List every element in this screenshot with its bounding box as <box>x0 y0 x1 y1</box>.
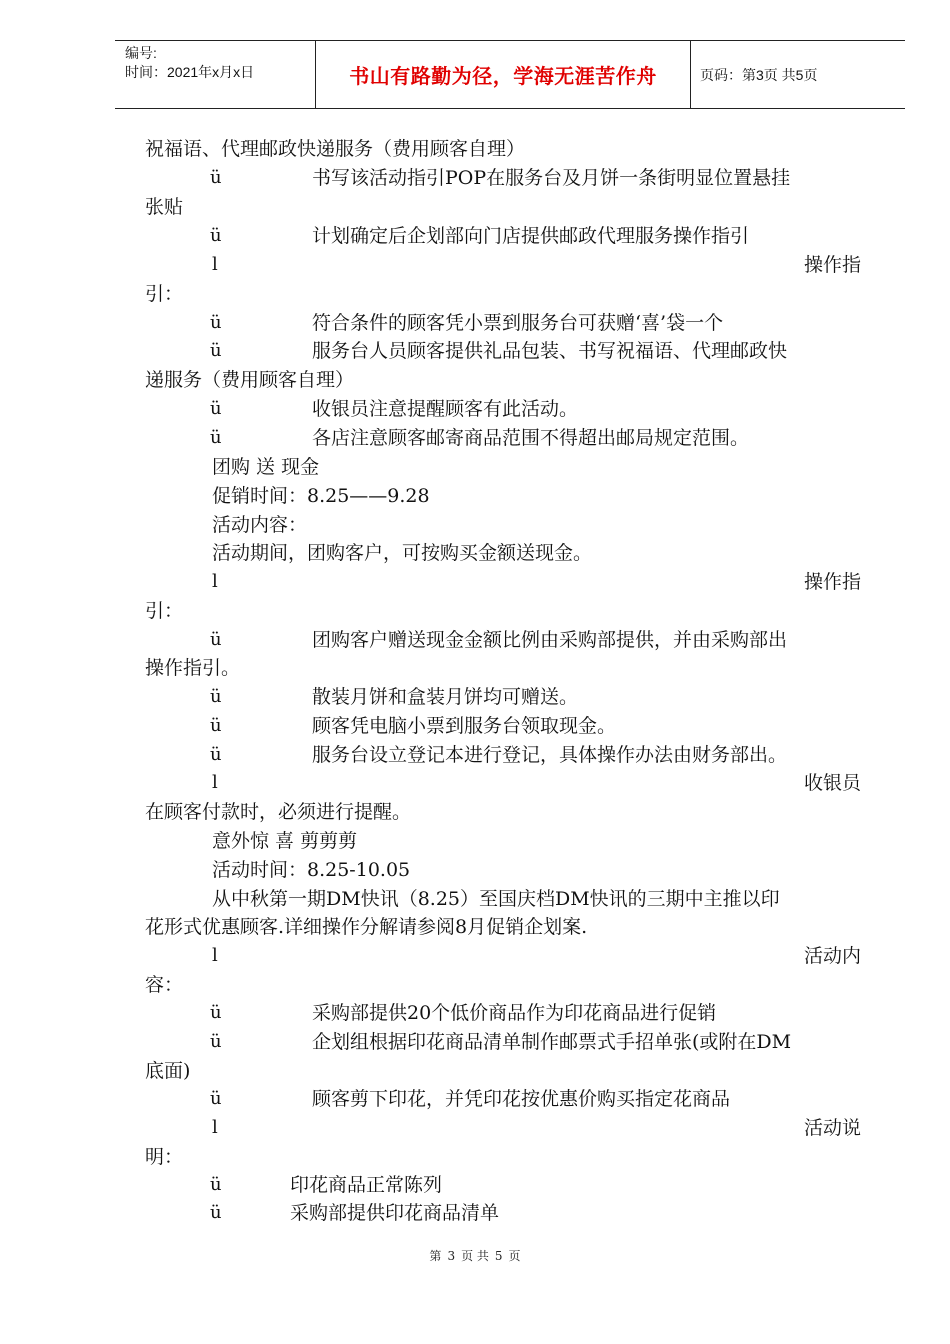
bullet-marker: ü <box>210 225 222 246</box>
body-line: 操作指引。 <box>145 657 241 679</box>
body-line: 书写该活动指引POP在服务台及月饼一条街明显位置悬挂 <box>312 167 791 189</box>
bullet-marker: ü <box>210 312 222 333</box>
bullet-marker: ü <box>210 744 222 765</box>
body-line: 计划确定后企划部向门店提供邮政代理服务操作指引 <box>312 225 750 247</box>
header-meta <box>125 44 254 82</box>
section-heading-part: 引： <box>145 283 184 305</box>
body-line: 张贴 <box>145 196 184 218</box>
header-page-code: 页码：第3页 共5页 <box>700 67 818 83</box>
body-line: 活动期间，团购客户，可按购买金额送现金。 <box>212 542 593 564</box>
body-line: 顾客凭电脑小票到服务台领取现金。 <box>312 715 617 737</box>
body-line: 采购部提供20个低价商品作为印花商品进行促销 <box>312 1002 717 1024</box>
body-line: 团购客户赠送现金金额比例由采购部提供，并由采购部出 <box>312 629 788 651</box>
list-marker: l <box>212 772 218 793</box>
body-line: 底面) <box>145 1060 191 1082</box>
section-heading-part: 活动说 <box>804 1117 862 1139</box>
section-heading-part: 明： <box>145 1146 184 1168</box>
footer-mid: 页 共 <box>461 1249 489 1263</box>
section-heading-part: 引： <box>145 600 184 622</box>
header-divider-left <box>315 41 316 108</box>
body-line: 从中秋第一期DM快讯（8.25）至国庆档DM快讯的三期中主推以印 <box>212 888 780 910</box>
bullet-marker: ü <box>210 1002 222 1023</box>
number-label: 编号: <box>125 45 157 61</box>
body-line: 递服务（费用顾客自理） <box>145 369 355 391</box>
body-line: 各店注意顾客邮寄商品范围不得超出邮局规定范围。 <box>312 427 750 449</box>
footer-suffix: 页 <box>508 1249 521 1263</box>
body-line: 印花商品正常陈列 <box>290 1174 443 1196</box>
section-heading-part: 活动内 <box>804 945 862 967</box>
body-line: 活动时间：8.25-10.05 <box>212 859 411 881</box>
bullet-marker: ü <box>210 427 222 448</box>
footer-total-pages: 5 <box>494 1249 503 1263</box>
body-line: 服务台设立登记本进行登记，具体操作办法由财务部出。 <box>312 744 788 766</box>
bullet-marker: ü <box>210 715 222 736</box>
bullet-marker: ü <box>210 629 222 650</box>
bullet-marker: ü <box>210 167 222 188</box>
body-line: 祝福语、代理邮政快递服务（费用顾客自理） <box>145 138 526 160</box>
body-line: 企划组根据印花商品清单制作邮票式手招单张(或附在DM <box>312 1031 792 1053</box>
list-marker: l <box>212 945 218 966</box>
page-footer <box>0 1247 950 1264</box>
body-line: 顾客剪下印花，并凭印花按优惠价购买指定花商品 <box>312 1088 731 1110</box>
header-divider-right <box>690 41 691 108</box>
section-heading-part: 收银员 <box>804 772 862 794</box>
list-marker: l <box>212 254 218 275</box>
section-title: 意外惊 喜 剪剪剪 <box>212 830 358 852</box>
body-line: 花形式优惠顾客.详细操作分解请参阅8月促销企划案. <box>145 916 588 938</box>
body-line: 符合条件的顾客凭小票到服务台可获赠‘喜’袋一个 <box>312 312 724 334</box>
bullet-marker: ü <box>210 1202 222 1223</box>
section-heading-part: 操作指 <box>804 254 862 276</box>
section-heading-part: 容： <box>145 974 184 996</box>
header-motto: 书山有路勤为径，学海无涯苦作舟 <box>349 64 657 88</box>
bullet-marker: ü <box>210 340 222 361</box>
section-heading-part: 操作指 <box>804 571 862 593</box>
bullet-marker: ü <box>210 1031 222 1052</box>
section-title: 团购 送 现金 <box>212 456 320 478</box>
bullet-marker: ü <box>210 686 222 707</box>
body-line: 在顾客付款时，必须进行提醒。 <box>145 801 412 823</box>
bullet-marker: ü <box>210 398 222 419</box>
body-line: 服务台人员顾客提供礼品包装、书写祝福语、代理邮政快 <box>312 340 788 362</box>
body-line: 散装月饼和盒装月饼均可赠送。 <box>312 686 579 708</box>
bullet-marker: ü <box>210 1174 222 1195</box>
body-line: 促销时间：8.25——9.28 <box>212 485 430 507</box>
footer-prefix: 第 <box>429 1249 442 1263</box>
list-marker: l <box>212 571 218 592</box>
bullet-marker: ü <box>210 1088 222 1109</box>
body-line: 采购部提供印花商品清单 <box>290 1202 500 1224</box>
page-header <box>115 40 905 109</box>
time-label: 时间：2021年x月x日 <box>125 64 255 80</box>
list-marker: l <box>212 1117 218 1138</box>
footer-page-number: 3 <box>447 1249 456 1263</box>
body-line: 收银员注意提醒顾客有此活动。 <box>312 398 579 420</box>
body-line: 活动内容： <box>212 514 308 536</box>
